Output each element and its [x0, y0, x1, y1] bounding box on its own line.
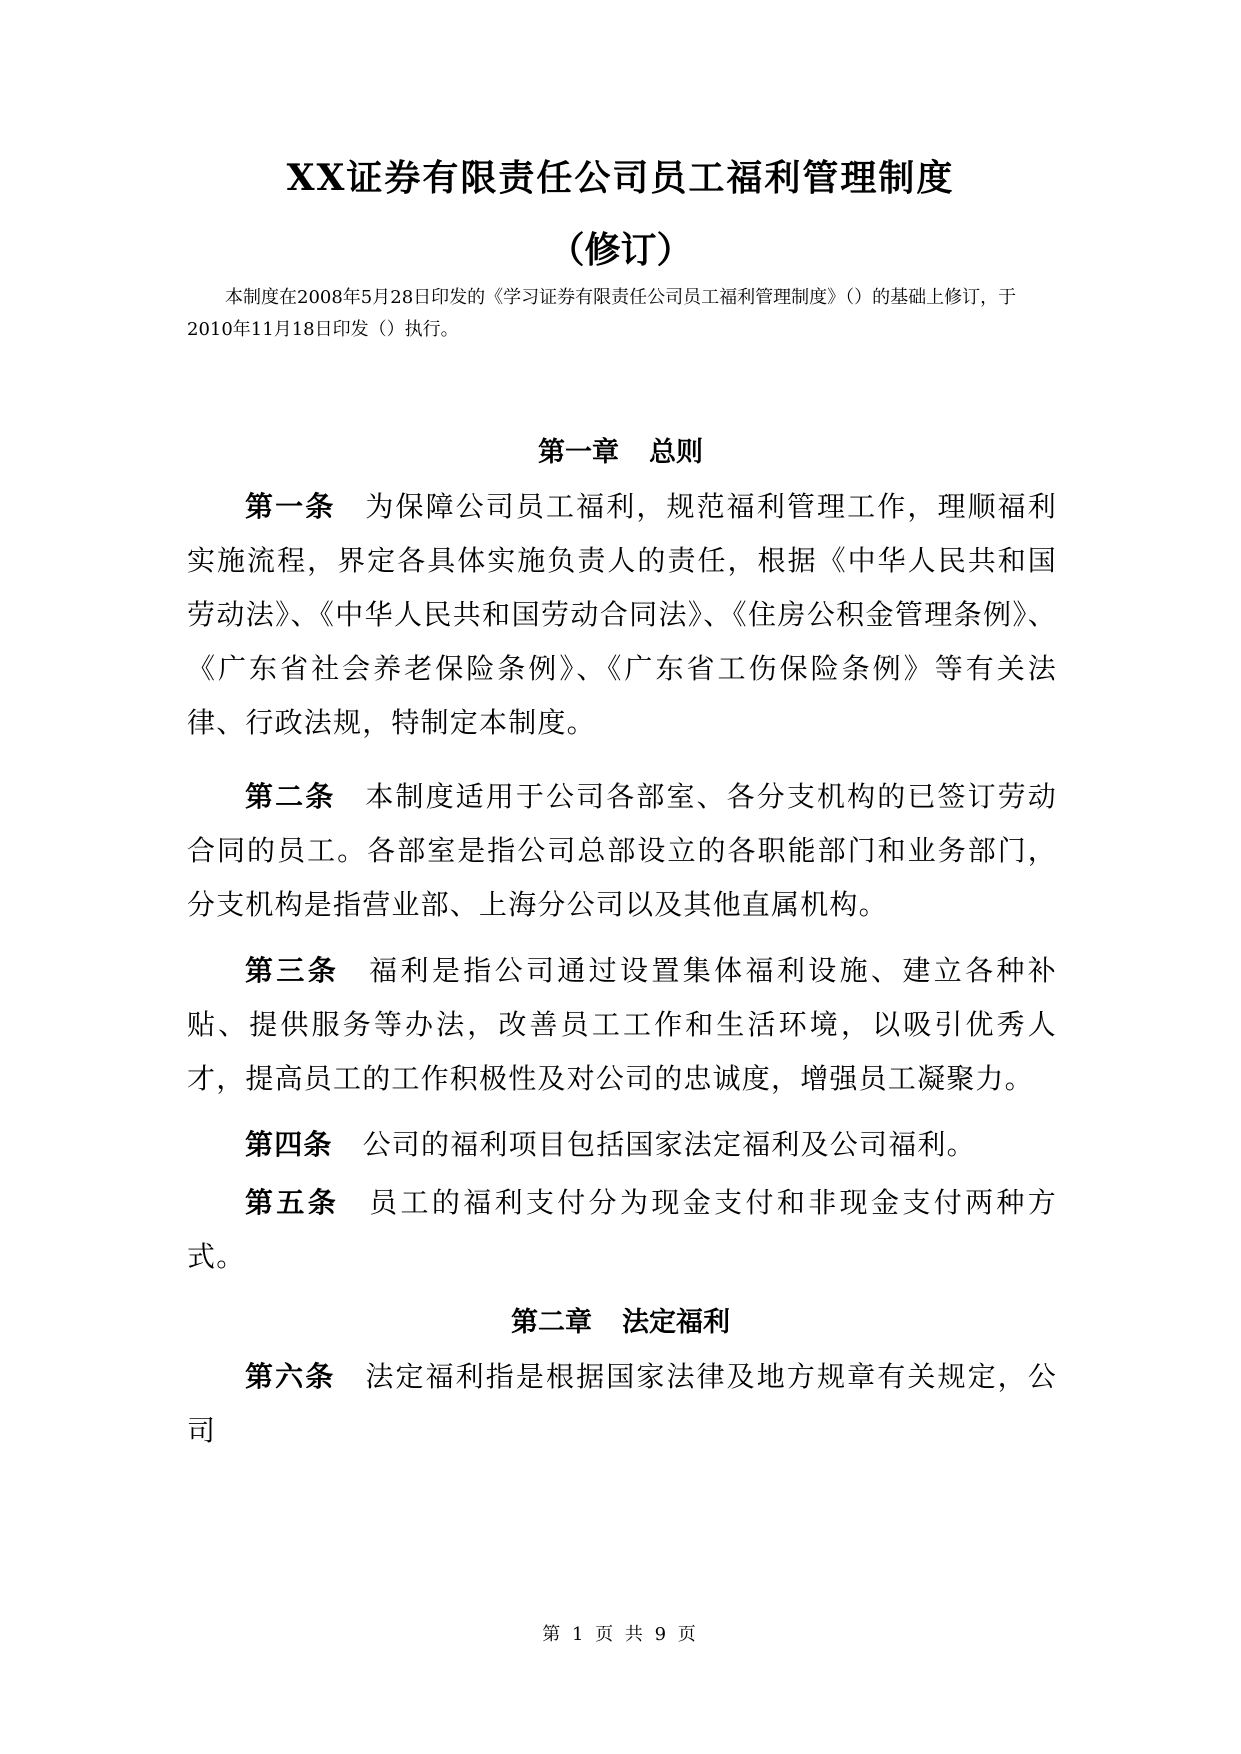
article: [187, 944, 1057, 1106]
article-label: 第六条: [245, 1360, 336, 1393]
article-label: 第二条: [245, 780, 336, 813]
chapter-number: 第二章: [511, 1307, 592, 1338]
article: [187, 1176, 1057, 1284]
article-text: 法定福利指是根据国家法律及地方规章有关规定，公司: [187, 1360, 1057, 1447]
chapter-heading: [0, 1300, 1241, 1339]
article: [187, 770, 1057, 932]
article-label: 第一条: [245, 490, 336, 523]
article-text: 公司的福利项目包括国家法定福利及公司福利。: [362, 1128, 976, 1161]
document-subtitle: （修订）: [548, 229, 693, 271]
article-label: 第五条: [245, 1186, 340, 1219]
article-text: 本制度适用于公司各部室、各分支机构的已签订劳动合同的员工。各部室是指公司总部设立的各职能部门和业务部门，分支机构是指营业部、上海分公司以及其他直属机构。: [187, 780, 1057, 921]
chapter-name: 法定福利: [622, 1307, 730, 1338]
chapter-heading: [0, 430, 1241, 469]
article: [187, 1118, 1057, 1172]
article-text: 福利是指公司通过设置集体福利设施、建立各种补贴、提供服务等办法，改善员工工作和生活环境，以吸引优秀人才，提高员工的工作积极性及对公司的忠诚度，增强员工凝聚力。: [187, 954, 1057, 1095]
article-label: 第三条: [245, 954, 340, 987]
chapter-number: 第一章: [538, 437, 619, 468]
article: [187, 1350, 1057, 1458]
article: [187, 480, 1057, 750]
article-text: 员工的福利支付分为现金支付和非现金支付两种方式。: [187, 1186, 1057, 1273]
page-footer: 第 1 页 共 9 页: [542, 1624, 699, 1645]
article-text: 为保障公司员工福利，规范福利管理工作，理顺福利实施流程，界定各具体实施负责人的责任，根据《中华人民共和国劳动法》、《中华人民共和国劳动合同法》、《住房公积金管理条例》、《广东省社会养老保险条例》、《广东省工伤保险条例》等有关法律、行政法规，特制定本制度。: [187, 490, 1057, 739]
chapter-name: 总则: [649, 437, 703, 468]
revision-note: 本制度在2008年5月28日印发的《学习证券有限责任公司员工福利管理制度》（）的基础上修订，于2010年11月18日印发（）执行。: [187, 287, 1017, 340]
article-label: 第四条: [245, 1128, 333, 1161]
document-title: XX证券有限责任公司员工福利管理制度: [286, 157, 955, 199]
